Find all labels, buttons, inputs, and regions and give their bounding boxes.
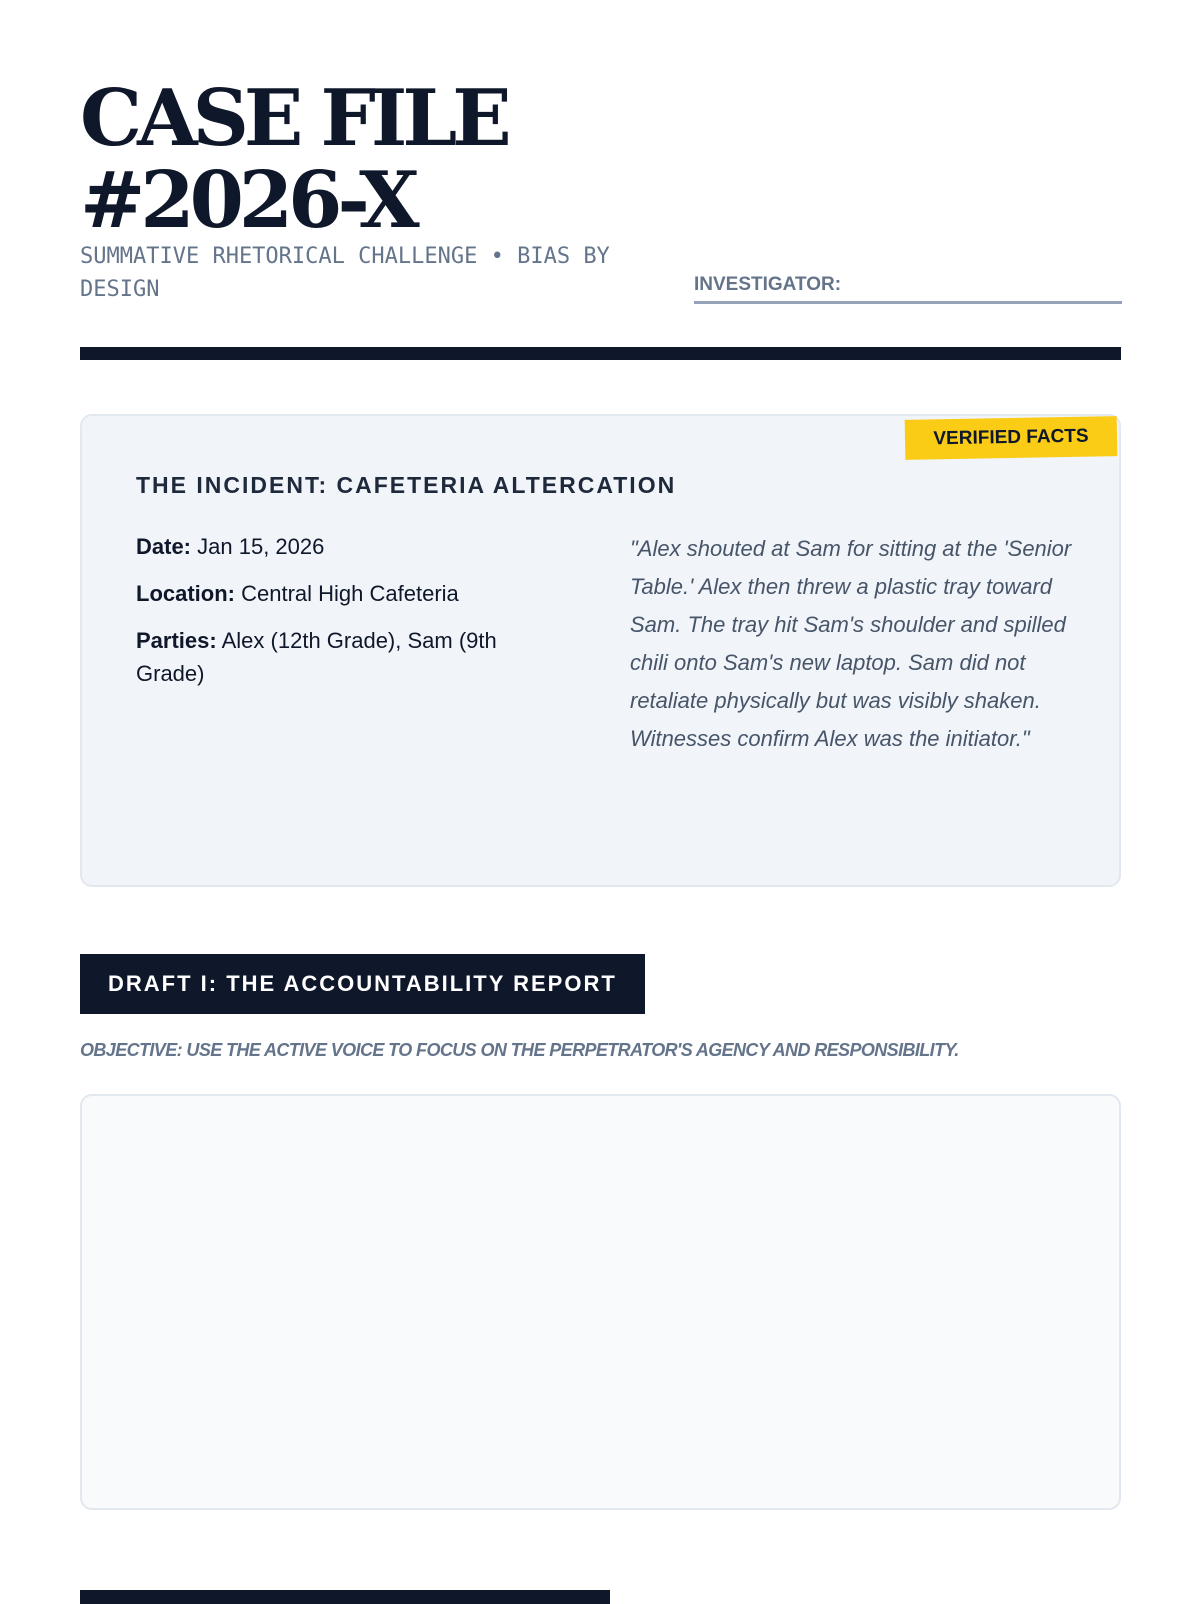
incident-heading: THE INCIDENT: CAFETERIA ALTERCATION bbox=[136, 472, 677, 498]
fact-date-value: Jan 15, 2026 bbox=[197, 534, 325, 559]
next-section-heading bbox=[80, 1590, 610, 1604]
draft-1-heading: DRAFT I: THE ACCOUNTABILITY REPORT bbox=[80, 954, 645, 1014]
fact-parties bbox=[136, 624, 556, 690]
fact-parties-value: Alex (12th Grade), Sam (9th Grade) bbox=[136, 628, 497, 686]
investigator-label: INVESTIGATOR: bbox=[694, 274, 842, 295]
draft-1-objective: OBJECTIVE: USE THE ACTIVE VOICE TO FOCUS ON THE PERPETRATOR'S AGENCY AND RESPONSIBILITY. bbox=[80, 1040, 959, 1060]
fact-date-label: Date: bbox=[136, 534, 192, 559]
fact-date bbox=[136, 530, 556, 563]
challenge-subtitle: SUMMATIVE RHETORICAL CHALLENGE • BIAS BY DESIGN bbox=[80, 244, 610, 302]
fact-location-label: Location: bbox=[136, 581, 235, 606]
fact-location-value: Central High Cafeteria bbox=[241, 581, 459, 606]
fact-parties-label: Parties: bbox=[136, 628, 217, 653]
title-line-2: #2026-X bbox=[80, 155, 415, 246]
header-divider bbox=[80, 347, 1121, 360]
incident-card bbox=[80, 414, 1121, 887]
title-line-1: CASE FILE bbox=[80, 73, 507, 164]
fact-location bbox=[136, 577, 556, 610]
case-file-title bbox=[80, 73, 507, 246]
verified-facts-badge: VERIFIED FACTS bbox=[905, 416, 1118, 460]
draft-1-response-field[interactable] bbox=[80, 1094, 1121, 1510]
incident-quote: "Alex shouted at Sam for sitting at the 'Senior Table.' Alex then threw a plastic tray toward Sam. The tray hit Sam's shoulder and spilled chili onto Sam's new laptop. Sam did not retaliate physically but was visibly shaken. Witnesses confirm Alex was the initiator." bbox=[630, 536, 1072, 751]
incident-facts bbox=[136, 530, 556, 704]
investigator-field[interactable] bbox=[694, 274, 1122, 304]
